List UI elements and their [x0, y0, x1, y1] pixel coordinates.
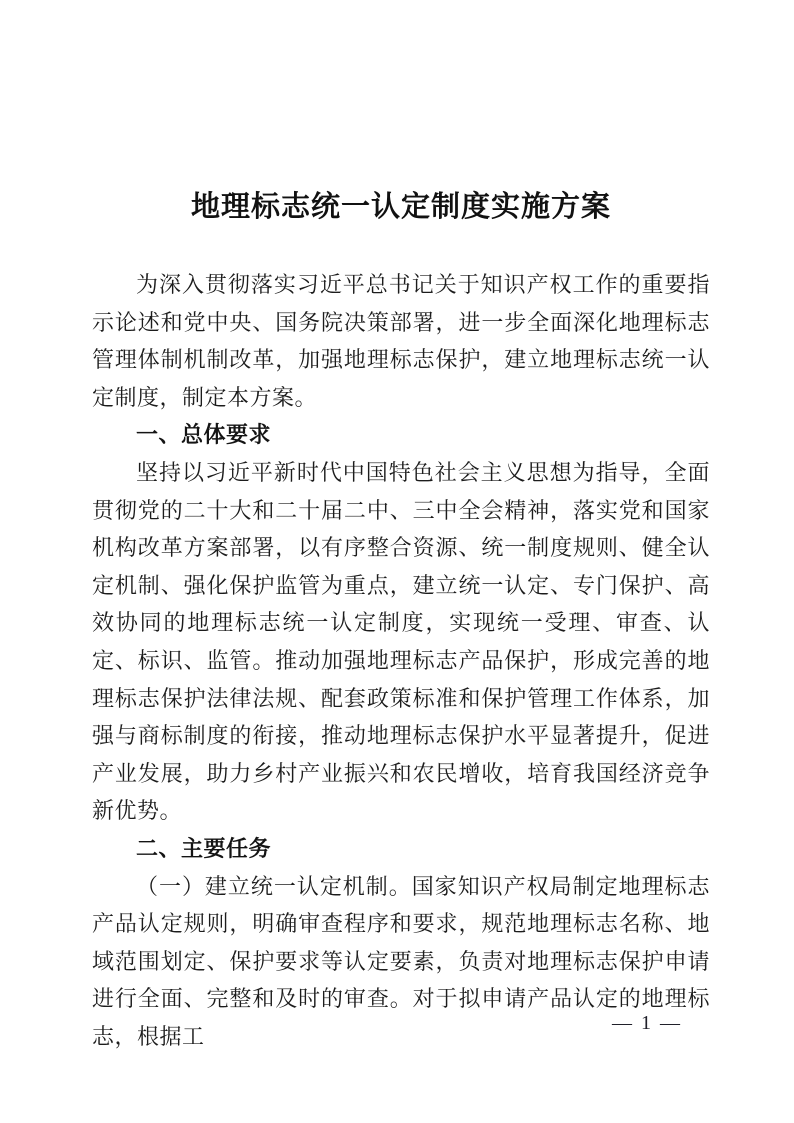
- task1-paragraph: （一）建立统一认定机制。国家知识产权局制定地理标志产品认定规则，明确审查程序和要求，规范地理标志名称、地域范围划定、保护要求等认定要素，负责对地理标志保护申请进行全面、完整和及时的审查。对于拟申请产品认定的地理标志，根据工: [92, 873, 710, 1049]
- section-heading-overall-requirements: 一、总体要求: [136, 422, 272, 448]
- section-heading-main-tasks: 二、主要任务: [136, 835, 272, 861]
- section1-body-paragraph: 坚持以习近平新时代中国特色社会主义思想为指导，全面贯彻党的二十大和二十届二中、三中全会精神，落实党和国家机构改革方案部署，以有序整合资源、统一制度规则、健全认定机制、强化保护监管为重点，建立统一认定、专门保护、高效协同的地理标志统一认定制度，实现统一受理、审查、认定、标识、监管。推动加强地理标志产品保护，形成完善的地理标志保护法律法规、配套政策标准和保护管理工作体系，加强与商标制度的衔接，推动地理标志保护水平显著提升，促进产业发展，助力乡村产业振兴和农民增收，培育我国经济竞争新优势。: [92, 459, 710, 824]
- page-number: — 1 —: [612, 1012, 682, 1034]
- document-content: [92, 185, 710, 1055]
- document-title: 地理标志统一认定制度实施方案: [190, 191, 611, 223]
- intro-paragraph: 为深入贯彻落实习近平总书记关于知识产权工作的重要指示论述和党中央、国务院决策部署，进一步全面深化地理标志管理体制机制改革，加强地理标志保护，建立地理标志统一认定制度，制定本方案。: [92, 272, 710, 410]
